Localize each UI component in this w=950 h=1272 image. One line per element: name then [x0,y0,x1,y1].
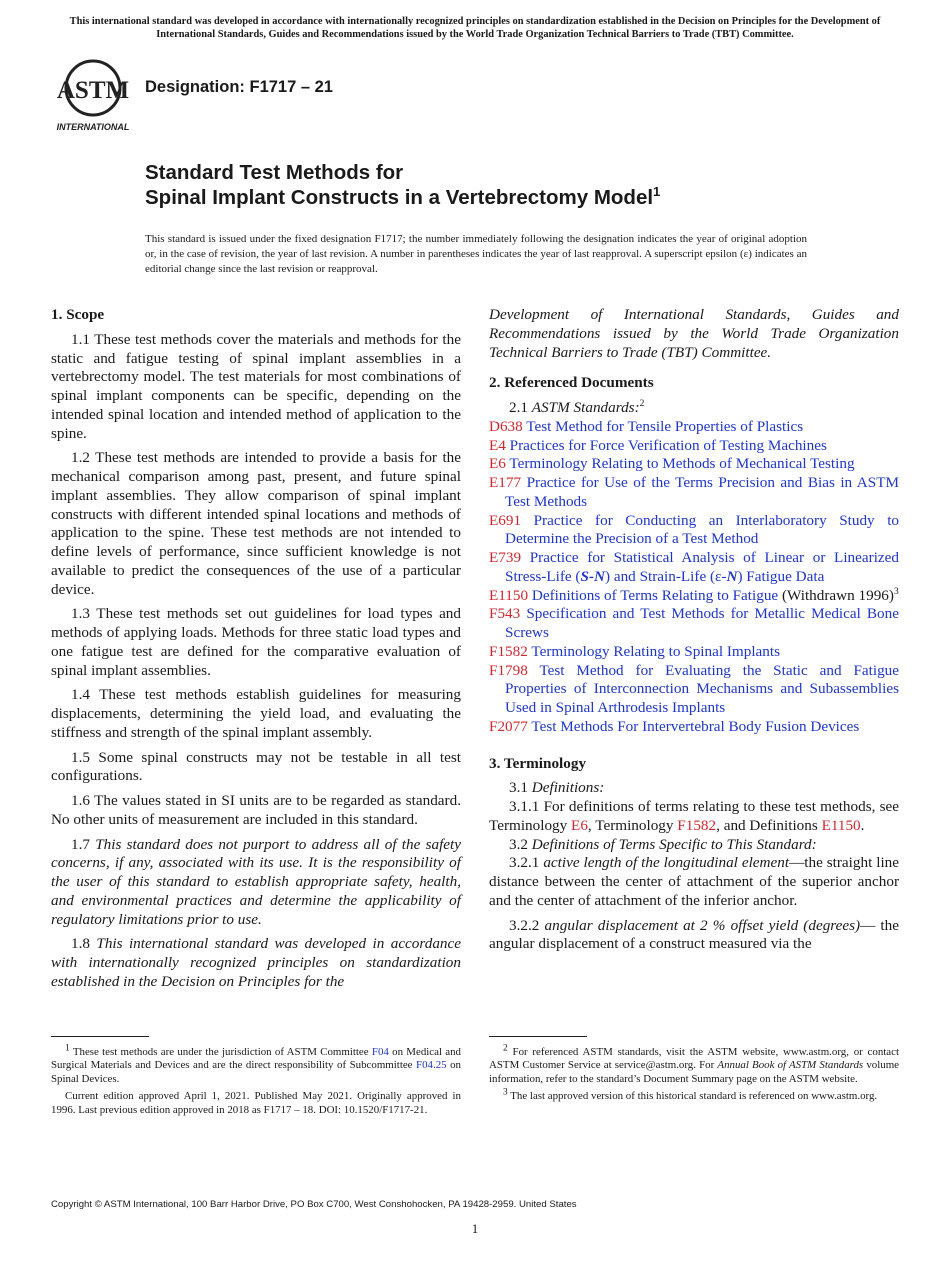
ref-code-link[interactable]: E177 [489,474,522,491]
title-line-2 [145,185,660,210]
ref-title-link[interactable]: Practice for Conducting an Interlaboratory Study to Determine the Precision of a Test Method [505,511,900,548]
referenced-documents-heading: 2. Referenced Documents [489,374,654,392]
document-title [145,160,660,210]
para-3-1-1-text: 3.1.1 For definitions of terms relating to these test methods, see Terminology [489,798,899,834]
ref-item [489,718,899,737]
ref-title-link[interactable] [505,549,899,585]
para-1-7 [51,836,461,930]
title-line-2-text: Spinal Implant Constructs in a Vertebrectomy Model [145,186,654,209]
footnote-2-num: 2 [503,1043,508,1054]
ref-code-link[interactable]: F1582 [489,642,528,660]
ref-item [489,662,899,718]
ref-title-sn: S-N [580,567,605,585]
para-3-1-1-text: , and Definitions [716,816,822,834]
ref-title-link[interactable]: Terminology Relating to Spinal Implants [531,642,781,660]
ref-item [489,643,899,662]
title-line-1: Standard Test Methods for [145,161,404,184]
para-3-2-2 [489,917,899,955]
para-3-2-2-text: — the angular displacement of a construct measured via the [489,916,899,953]
footnote-1-text: These test methods are under the jurisdiction of ASTM Committee [72,1046,372,1058]
para-1-8-text: This international standard was developed in accordance with internationally recognized principles on standardization established in the Decision on Principles for the [51,935,461,990]
ref-item [489,437,899,456]
ref-code-link[interactable]: E691 [489,511,522,529]
ref-title-link[interactable]: Definitions of Terms Relating to Fatigue [531,586,779,604]
para-1-7-text: This standard does not purport to address all of the safety concerns, if any, associated with its use. It is the responsibility of the user of this standard to establish appropriate safety, health, and environmental practices and determine the applicability of regulatory limitations prior to use. [51,835,461,928]
astm-standards-text: ASTM Standards: [531,399,640,416]
page-number: 1 [471,1221,479,1236]
footnote-2-text: For referenced ASTM standards, visit the ASTM website, www.astm.org, or contact ASTM Customer Service at service@astm.org. For [489,1046,899,1072]
issued-note: This standard is issued under the fixed designation F1717; the number immediately following the designation indicates the year of original adoption or, in the case of revision, the year of last revision. A number in parentheses indicates the year of last reapproval. A superscript epsilon (ε) indicates an editorial change since the last revision or reapproval. [145,233,807,276]
left-column [51,306,461,998]
footnote-2 [489,1043,899,1086]
para-3-1-1 [489,798,899,836]
ref-item [489,455,899,474]
ref-item [489,512,899,550]
f1582-link[interactable]: F1582 [677,816,717,834]
para-1-6: 1.6 The values stated in SI units are to be regarded as standard. No other units of measurement are included in this standard. [51,792,461,828]
ref-title-part: ) Fatigue Data [737,567,825,585]
ref-code-link[interactable]: F2077 [489,717,528,735]
ref-item [489,605,899,643]
para-1-8-num: 1.8 [71,935,90,953]
svg-text:ASTM: ASTM [56,77,130,104]
ref-title-n: N [726,567,738,585]
ref-title-link[interactable]: Test Method for Evaluating the Static and Fatigue Properties of Interconnection Mechanisms and Subassemblies Used in Spinal Arthrodesis Implants [505,661,899,716]
ref-footnote-ref[interactable]: 3 [893,586,899,597]
ref-title-part: ) and Strain-Life (ε- [604,567,727,585]
para-1-8 [51,935,461,991]
e6-link[interactable]: E6 [571,816,588,834]
ref-item [489,587,899,606]
para-3-2-1-text: —the straight line distance between the center of attachment of the superior anchor and the center of attachment of the inferior anchor. [489,854,900,909]
para-1-4: 1.4 These test methods establish guidelines for measuring displacements, determining the yield load, and evaluating the stiffness and strength of the spinal implant assembly. [51,686,461,741]
footnote-divider-left [51,1036,149,1037]
ref-title-link[interactable]: Practice for Use of the Terms Precision and Bias in ASTM Test Methods [505,474,900,510]
para-3-1-1-text: . [860,816,865,834]
f0425-link[interactable]: F04.25 [416,1059,447,1072]
ref-title-link[interactable]: Test Methods For Intervertebral Body Fusion Devices [531,717,860,735]
para-1-7-num: 1.7 [71,835,90,853]
ref-withdrawn-note: (Withdrawn 1996) [781,586,894,604]
para-1-8-continued [489,306,899,362]
footnote-3-text: The last approved version of this historical standard is referenced on www.astm.org. [510,1090,878,1103]
ref-code-link[interactable]: E4 [489,436,506,454]
copyright-line: Copyright © ASTM International, 100 Barr Harbor Drive, PO Box C700, West Conshohocken, PA 19428-2959. United States [51,1199,577,1210]
footnote-divider-right [489,1036,587,1037]
ref-item [489,418,899,437]
title-footnote-ref[interactable]: 1 [653,184,661,200]
para-1-2: 1.2 These test methods are intended to provide a basis for the mechanical comparison among past, present, and future spinal implant assemblies. They allow comparison of spinal implant constructs with different intended spinal locations and methods of application to the spine. These test methods are not intended to define levels of performance, since sufficient knowledge is not available to predict the consequences of the use of a particular device. [51,449,461,598]
para-3-2-1 [489,854,899,910]
scope-heading: 1. Scope [51,306,105,323]
para-3-2-1-num: 3.2.1 [509,854,540,872]
para-3-2-2-term: angular displacement at 2 % offset yield (degrees) [544,916,861,934]
ref-item [489,474,899,512]
footnote-1-text: on Medical and Surgical Materials and Devices and are the direct responsibility of Subcommittee [51,1046,462,1072]
footnote-3-num: 3 [503,1087,508,1098]
astm-standards-label [489,399,899,418]
astm-standards-num: 2.1 [509,399,528,416]
ref-code-link[interactable]: F1798 [489,661,528,679]
para-1-5: 1.5 Some spinal constructs may not be testable in all test configurations. [51,748,461,785]
designation: Designation: F1717 – 21 [145,78,333,96]
footnote-2-italic: Annual Book of ASTM Standards [717,1059,864,1072]
ref-title-part: Practice for Statistical Analysis of Linear or Linearized Stress-Life ( [505,549,899,585]
ref-item [489,549,899,587]
footnote-3 [489,1087,899,1103]
definitions-label [489,779,899,798]
e1150-link[interactable]: E1150 [821,816,861,834]
para-3-1-1-text: , Terminology [587,816,678,834]
ref-title-link[interactable]: Specification and Test Methods for Metallic Medical Bone Screws [505,605,899,641]
footnote-1-text: on Spinal Devices. [51,1059,461,1085]
astm-logo [52,58,134,132]
ref-code-link[interactable]: E1150 [489,586,529,604]
specific-definitions-label [489,836,899,855]
ref-code-link[interactable]: E739 [489,549,522,566]
footnote-2-text: volume information, refer to the standard’s Document Summary page on the ASTM website. [489,1059,899,1085]
f04-link[interactable]: F04 [371,1046,389,1058]
ref-title-link[interactable]: Terminology Relating to Methods of Mechanical Testing [509,455,855,473]
ref-title-link[interactable]: Test Method for Tensile Properties of Plastics [526,417,804,435]
para-1-1: 1.1 These test methods cover the materials and methods for the static and fatigue testing of spinal implant assemblies in a vertebrectomy model. The test materials for most combinations of spinal implant components can be specific, depending on the intended spinal location and intended method of application to the spine. [51,330,461,442]
ref-code-link[interactable]: F543 [489,605,521,623]
footnote-1 [51,1043,462,1086]
footnote-1-num: 1 [65,1043,70,1054]
right-column [489,306,899,960]
astm-standards-footnote-ref[interactable]: 2 [639,398,645,409]
ref-code-link[interactable]: D638 [489,417,523,435]
footnotes-left [51,1043,462,1121]
specific-definitions-text: Definitions of Terms Specific to This Standard: [531,835,817,853]
para-1-3: 1.3 These test methods set out guidelines for load types and methods of applying loads. Methods for three static load types and one fatigue test are defined for the comparative evaluation of spinal implant assemblies. [51,605,461,679]
ref-title-link[interactable]: Practices for Force Verification of Testing Machines [509,436,827,454]
astm-logo-icon [52,58,134,132]
footnote-1-edition: Current edition approved April 1, 2021. Published May 2021. Originally approved in 1996. Last previous edition approved in 2018 as F1717 – 18. DOI: 10.1520/F1717-21. [51,1090,461,1116]
para-3-2-1-term: active length of the longitudinal element [543,854,790,872]
svg-text:INTERNATIONAL: INTERNATIONAL [56,122,130,132]
top-notice: This international standard was developed in accordance with internationally recognized principles on standardization established in the Decision on Principles for the Development of International Standards, Guides and Recommendations issued by the World Trade Organization Technical Barriers to Trade (TBT) Committee. [69,16,881,40]
terminology-heading: 3. Terminology [489,754,587,772]
specific-definitions-num: 3.2 [509,835,528,853]
footnotes-right [489,1043,899,1108]
para-3-2-2-num: 3.2.2 [509,916,540,934]
definitions-text: Definitions: [531,779,605,797]
ref-code-link[interactable]: E6 [489,455,506,473]
para-1-8-cont-text: Development of International Standards, Guides and Recommendations issued by the World Trade Organization Technical Barriers to Trade (TBT) Committee. [489,306,899,361]
definitions-num: 3.1 [509,779,528,797]
